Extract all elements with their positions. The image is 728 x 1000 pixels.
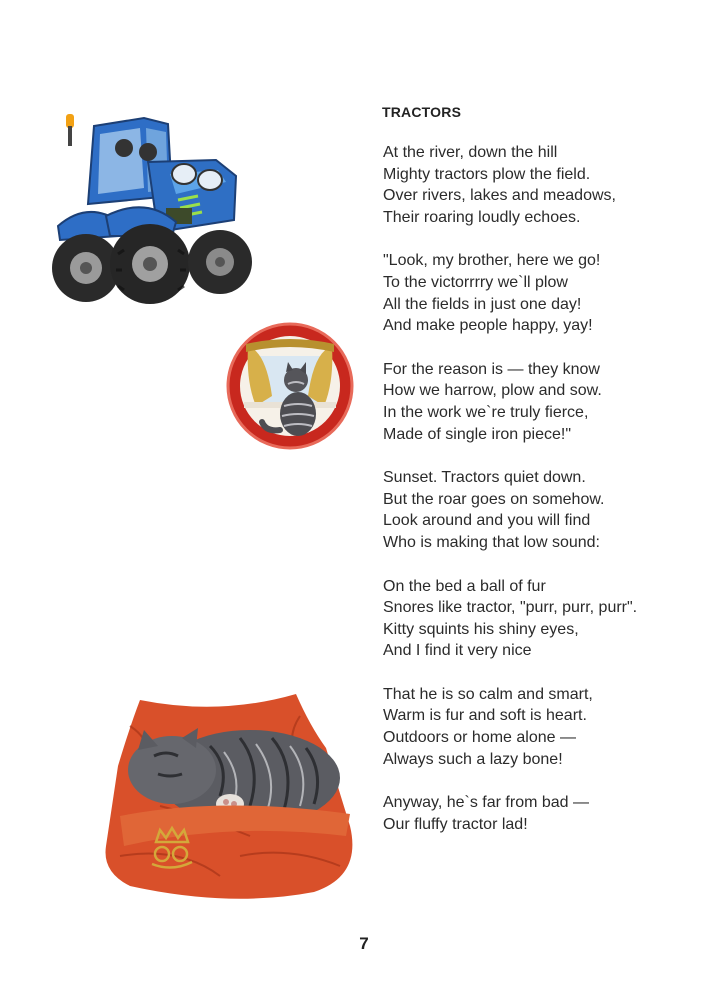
sleeping-cat-icon	[100, 686, 362, 908]
poem-line: In the work we`re truly fierce,	[383, 403, 589, 421]
poem-line: Mighty tractors plow the field.	[383, 165, 591, 183]
tractor-icon	[48, 104, 256, 316]
poem-line: All the fields in just one day!	[383, 295, 582, 313]
poem-line: Sunset. Tractors quiet down.	[383, 469, 586, 487]
poem-body	[383, 142, 713, 857]
poem-line: Made of single iron piece!"	[383, 425, 572, 443]
poem-line: On the bed a ball of fur	[383, 577, 546, 595]
poem-line: Their roaring loudly echoes.	[383, 208, 581, 226]
poem-line: Anyway, he`s far from bad —	[383, 794, 589, 812]
poem-line: But the roar goes on somehow.	[383, 490, 605, 508]
poem-line: To the victorrrry we`ll plow	[383, 273, 568, 291]
sleeping-cat-illustration	[100, 686, 362, 908]
poem-stanza	[383, 576, 713, 662]
page-number: 7	[359, 934, 369, 953]
poem-stanza	[383, 250, 713, 336]
poem-line: Always such a lazy bone!	[383, 750, 563, 768]
poem-line: At the river, down the hill	[383, 144, 558, 161]
poem-line: Kitty squints his shiny eyes,	[383, 620, 579, 638]
poem-line: Our fluffy tractor lad!	[383, 815, 528, 833]
cat-window-medallion	[226, 322, 354, 450]
poem-line: "Look, my brother, here we go!	[383, 252, 601, 270]
poem-line: Over rivers, lakes and meadows,	[383, 187, 616, 205]
poem-line: How we harrow, plow and sow.	[383, 382, 602, 400]
poem-line: Snores like tractor, "purr, purr, purr".	[383, 599, 638, 617]
poem-stanza	[383, 359, 713, 445]
poem-line: That he is so calm and smart,	[383, 685, 593, 703]
poem-line: Look around and you will find	[383, 512, 591, 530]
poem-line: For the reason is — they know	[383, 360, 600, 378]
tractor-illustration	[48, 104, 256, 316]
poem-line: Who is making that low sound:	[383, 533, 600, 551]
poem-stanza	[383, 792, 713, 835]
cat-window-icon	[226, 322, 354, 450]
poem-line: Outdoors or home alone —	[383, 729, 576, 747]
poem-stanza	[383, 684, 713, 770]
poem-stanza	[383, 467, 713, 553]
poem-line: And I find it very nice	[383, 642, 532, 660]
poem-line: And make people happy, yay!	[383, 317, 593, 335]
poem-stanza	[383, 142, 713, 228]
poem-title: TRACTORS	[382, 104, 462, 120]
poem-line: Warm is fur and soft is heart.	[383, 707, 587, 725]
